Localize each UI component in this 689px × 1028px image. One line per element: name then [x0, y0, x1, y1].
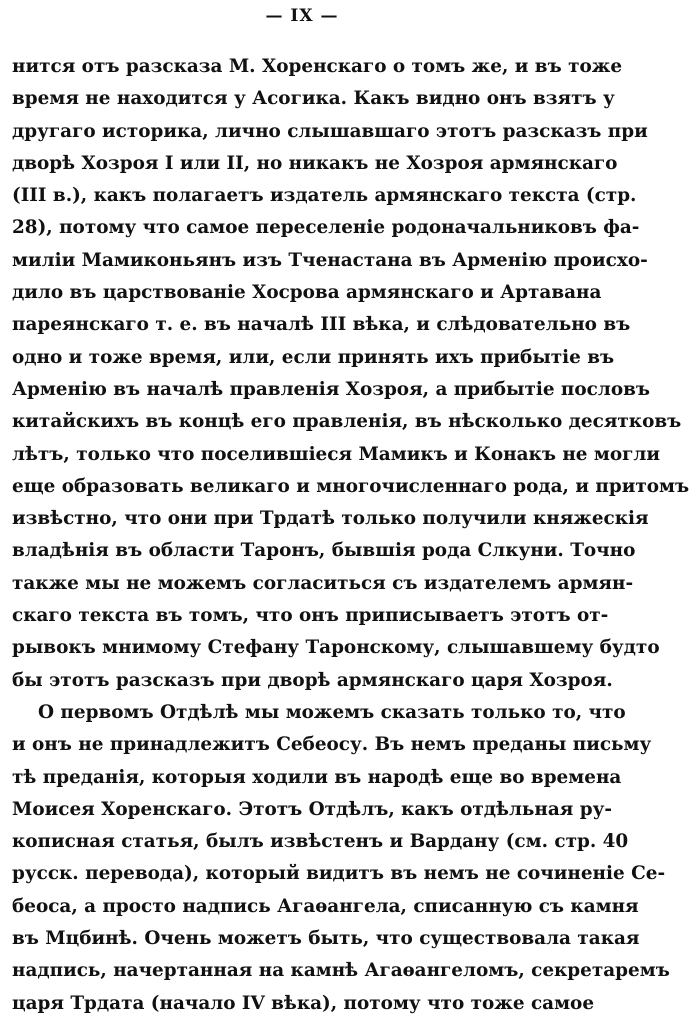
text-line: въ Мцбинѣ. Очень можетъ быть, что существовала такая	[12, 928, 640, 950]
text-line: нится отъ разсказа М. Хоренскаго о томъ же, и въ тоже	[12, 56, 623, 77]
paragraph-end-line: бы этотъ разсказъ при дворѣ армянскаго царя Хозроя.	[12, 669, 613, 691]
text-line: пареянскаго т. е. въ началѣ III вѣка, и слѣдовательно въ	[12, 314, 631, 336]
text-line: другаго историка, лично слышавшаго этотъ разсказъ при	[12, 120, 648, 142]
text-line: лѣтъ, только что поселившіеся Мамикъ и Конакъ не могли	[12, 443, 661, 465]
text-line: 28), потому что самое переселеніе родоначальниковъ фа-	[12, 217, 640, 239]
text-line: и онъ не принадлежитъ Себеосу. Въ немъ преданы письму	[12, 734, 652, 756]
text-line: извѣстно, что они при Трдатѣ только получили княжескія	[12, 508, 649, 530]
text-line: рывокъ мнимому Стефану Таронскому, слышавшему будто	[12, 637, 660, 659]
text-line: еще образовать великаго и многочисленнаго рода, и притомъ	[12, 475, 689, 497]
text-line: также мы не можемъ согласиться съ издателемъ армян-	[12, 572, 634, 594]
text-line: время не находится у Асогика. Какъ видно онъ взятъ у	[12, 88, 615, 110]
text-line: китайскихъ въ концѣ его правленія, въ нѣсколько десятковъ	[12, 411, 682, 433]
text-line: беоса, а просто надпись Агаѳангела, списанную съ камня	[12, 895, 639, 917]
text-line: (III в.), какъ полагаетъ издатель армянскаго текста (стр.	[12, 185, 637, 207]
text-line: дворѣ Хозроя I или II, но никакъ не Хозроя армянскаго	[12, 152, 618, 174]
text-line: Арменію въ началѣ правленія Хозроя, а прибытіе пословъ	[12, 378, 650, 400]
text-line: кописная статья, былъ извѣстенъ и Вардану (см. стр. 40	[12, 831, 629, 853]
text-line: русск. перевода), который видитъ въ немъ не сочиненіе Се-	[12, 863, 666, 885]
text-line: миліи Мамиконьянъ изъ Тченастана въ Арменію происхо-	[12, 249, 648, 271]
text-line: скаго текста въ томъ, что онъ приписываетъ этотъ от-	[12, 605, 609, 627]
text-line: царя Трдата (начало IV вѣка), потому что тоже самое	[12, 992, 595, 1014]
text-line: надпись, начертанная на камнѣ Агаѳангеломъ, секретаремъ	[12, 960, 670, 982]
text-line: Моисея Хоренскаго. Этотъ Отдѣлъ, какъ отдѣльная ру-	[12, 798, 613, 820]
text-line: одно и тоже время, или, если принять ихъ прибытіе въ	[12, 346, 615, 368]
text-line: тѣ преданія, которыя ходили въ народѣ еще во времена	[12, 766, 622, 788]
page-number-header: — IX —	[265, 6, 339, 26]
text-line: дило въ царствованіе Хосрова армянскаго и Артавана	[12, 282, 602, 304]
paragraph-start-line: О первомъ Отдѣлѣ мы можемъ сказать только то, что	[38, 701, 626, 723]
body-text	[12, 51, 689, 1020]
text-line: владѣнія въ области Таронъ, бывшія рода Слкуни. Точно	[12, 540, 636, 562]
